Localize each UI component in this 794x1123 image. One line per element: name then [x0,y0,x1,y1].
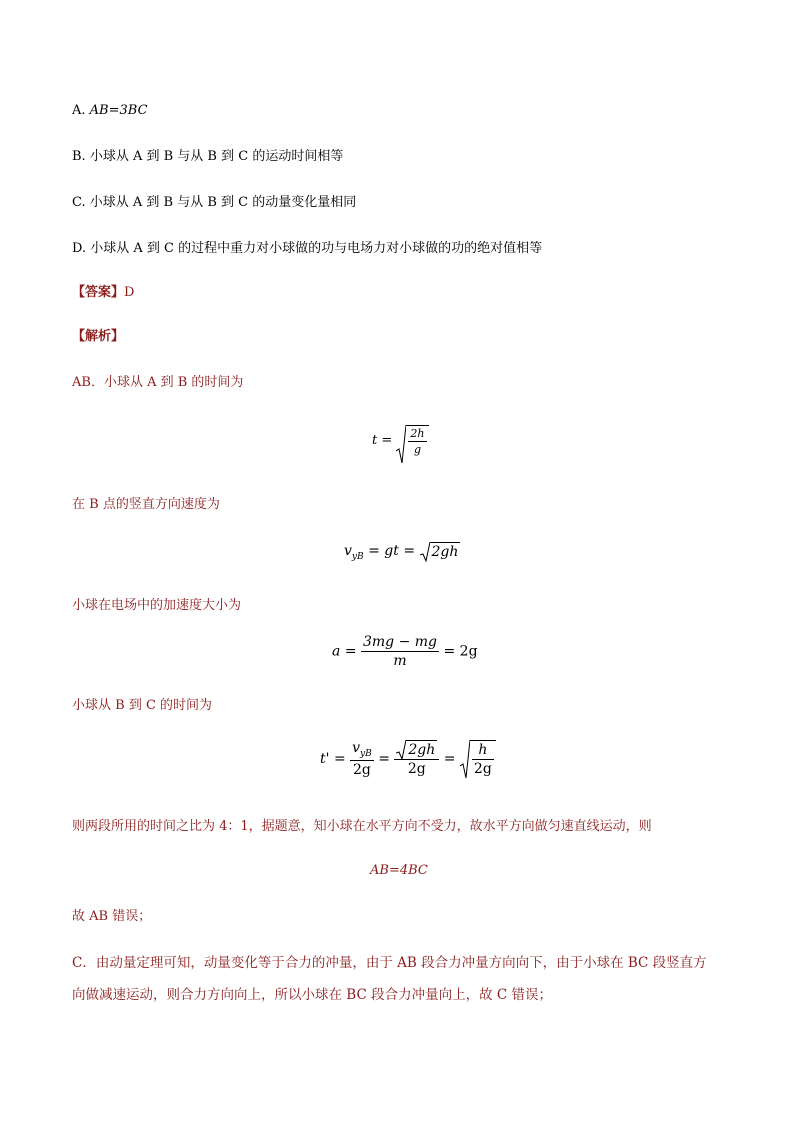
eq3-numerator: 3mg − mg [363,634,438,650]
radical-sign-icon [460,740,470,780]
eq1-equals: = [381,433,393,448]
eq1-sqrt [396,425,428,456]
eq1-lhs: t [372,433,378,448]
answer-label: 【答案】 [72,285,125,300]
radical-sign-icon [420,542,430,562]
analysis-paragraph-1: AB．小球从 A 到 B 的时间为 [72,375,244,390]
analysis-paragraph-7-line-1: C．由动量定理可知，动量变化等于合力的冲量，由于 AB 段合力冲量方向向下，由于小球在 BC 段竖直方 [72,955,707,971]
option-a-text: AB=3BC [89,103,148,118]
option-c-letter: C. [72,195,86,210]
eq4-frac1-denominator: 2g [353,761,371,778]
answer-line [72,284,134,302]
eq3-denominator: m [393,653,407,669]
radical-sign-icon [396,425,406,465]
analysis-paragraph-2: 在 B 点的竖直方向速度为 [72,497,220,512]
option-c-text: 小球从 A 到 B 与从 B 到 C 的动量变化量相同 [89,195,357,210]
option-a [72,102,148,120]
option-a-letter: A. [72,103,86,118]
eq2-equals-1: = [368,543,380,559]
answer-value: D [124,285,135,300]
eq4-sqrt [460,740,496,777]
eq4-frac1-numerator: $v_{yB}$ [352,740,372,759]
analysis-paragraph-7-line-2: 向做减速运动，则合力方向向上，所以小球在 BC 段合力冲量向上，故 C 错误； [72,987,552,1003]
analysis-paragraph-4: 小球从 B 到 C 的时间为 [72,698,213,713]
eq4-equals-2: = [378,750,390,767]
eq1-denominator: g [413,443,421,456]
eq1-numerator: 2h [410,427,425,440]
eq3-equals-1: = [344,643,357,660]
eq2-mid: gt [384,543,399,559]
eq2-lhs: $v_{yB}$ [344,543,364,562]
eq4-frac3-numerator: h [472,742,494,760]
option-c [72,194,356,212]
option-d-text: 小球从 A 到 C 的过程中重力对小球做的功与电场力对小球做的功的绝对值相等 [90,241,543,256]
eq2-equals-2: = [403,543,416,559]
analysis-paragraph-5: 则两段所用的时间之比为 4：1，据题意，知小球在水平方向不受力，故水平方向做匀速直线运动，则 [72,819,652,834]
equation-1 [372,425,429,456]
analysis-label: 【解析】 [72,329,125,344]
radical-sign-icon [396,740,406,760]
option-b-text: 小球从 A 到 B 与从 B 到 C 的运动时间相等 [89,149,344,164]
eq3-equals-2: = [443,643,456,660]
eq4-equals-1: = [333,750,346,767]
equation-3 [332,634,478,669]
eq4-lhs: t' [320,750,330,767]
eq4-frac3-denominator: 2g [473,761,492,778]
equation-5: AB=4BC [370,863,428,878]
eq4-frac2-denominator: 2g [407,761,426,778]
option-b-letter: B. [72,149,86,164]
eq4-equals-3: = [443,750,456,767]
eq3-lhs: a [332,643,341,660]
eq2-sqrt [420,542,461,560]
option-b [72,148,343,166]
eq3-rhs: 2g [459,643,478,660]
option-d [72,240,542,258]
option-d-letter: D. [72,241,87,256]
analysis-paragraph-6: 故 AB 错误； [72,909,152,924]
equation-4 [320,740,496,778]
eq2-radicand: 2gh [431,544,459,560]
equation-2 [344,542,460,562]
analysis-paragraph-3: 小球在电场中的加速度大小为 [72,598,242,613]
eq4-frac2-numerator: 2gh [394,740,439,760]
